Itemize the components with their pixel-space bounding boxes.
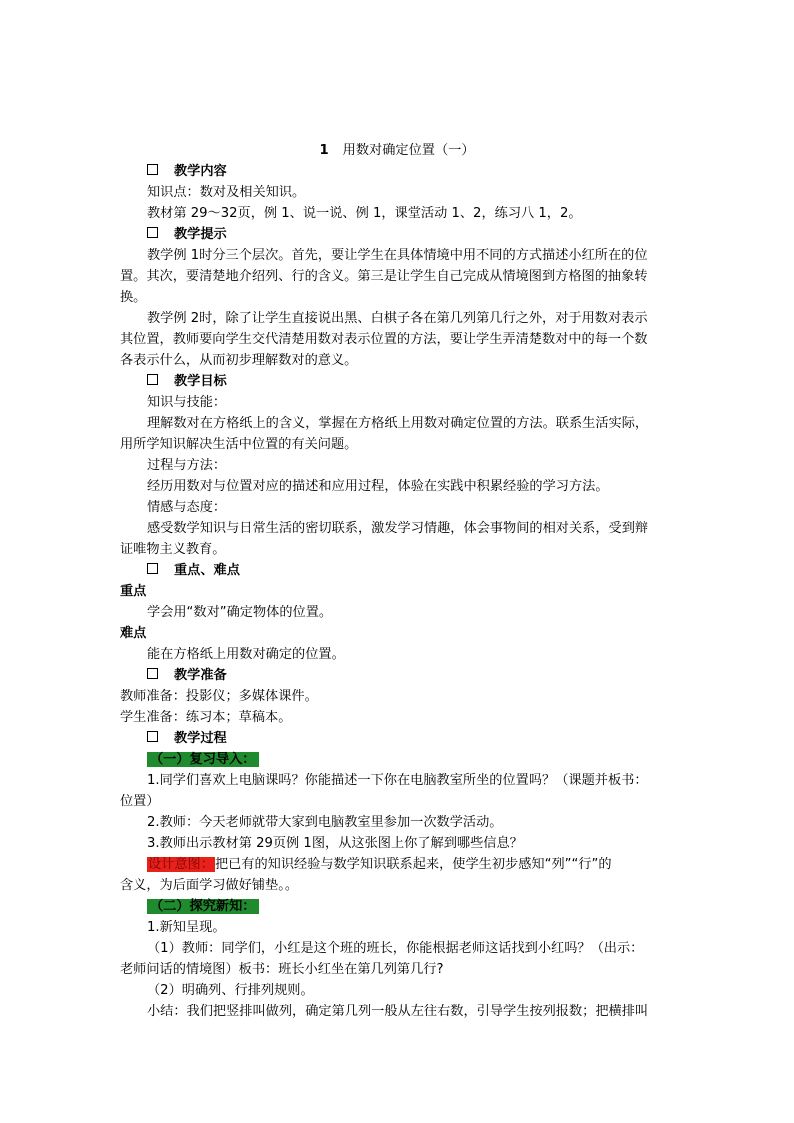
design-intent-line1: 设计意图：把已有的知识经验与数学知识联系起来，使学生初步感知“列”“行”的: [148, 857, 612, 872]
review-q1-line2: 位置）: [120, 794, 160, 809]
checkbox-square-icon: [147, 563, 158, 574]
section-heading-tips: 教学提示: [147, 224, 680, 245]
review-q1-line1: 1.同学们喜欢上电脑课吗？你能描述一下你在电脑教室所坐的位置吗？（课题并板书：: [147, 773, 648, 788]
step-review-highlight: （一）复习导入：: [147, 752, 259, 767]
goal-knowledge-line1: 理解数对在方格纸上的含义，掌握在方格纸上用数对确定位置的方法。联系生活实际，: [147, 416, 649, 431]
tips-p2-line2: 其位置，教师要向学生交代清楚用数对表示位置的方法，要让学生弄清楚数对中的每一个数: [120, 332, 648, 347]
student-preparation: 学生准备：练习本；草稿本。: [120, 710, 292, 725]
design-intent-line2: 含义，为后面学习做好铺垫。。: [120, 878, 299, 893]
tips-p1-line1: 教学例 1时分三个层次。首先，要让学生在具体情境中用不同的方式描述小红所在的位: [147, 248, 648, 263]
section-heading-preparation: 教学准备: [147, 665, 680, 686]
step-explore-highlight: （二）探究新知：: [147, 899, 259, 914]
checkbox-square-icon: [147, 374, 158, 385]
knowledge-point: 知识点：数对及相关知识。: [147, 185, 306, 200]
checkbox-square-icon: [147, 227, 158, 238]
tips-p1-line3: 换。: [120, 290, 147, 305]
page-title: [0, 141, 794, 161]
title-number: 1: [319, 143, 329, 158]
checkbox-square-icon: [147, 164, 158, 175]
goal-emotion-line1: 感受数学知识与日常生活的密切联系，激发学习情趣，体会事物间的相对关系，受到辩: [147, 521, 649, 536]
new-knowledge-item1-line1: （1）教师：同学们，小红是这个班的班长，你能根据老师这话找到小红吗？（出示：: [147, 941, 644, 956]
section-heading-keypoints: 重点、难点: [147, 560, 680, 581]
tips-p2-line1: 教学例 2时，除了让学生直接说出黑、白棋子各在第几列第几行之外，对于用数对表示: [147, 311, 648, 326]
design-intent-label: 设计意图：: [148, 857, 214, 872]
checkbox-square-icon: [147, 668, 158, 679]
summary-line: 小结：我们把竖排叫做列，确定第几列一般从左往右数，引导学生按列报数；把横排叫: [147, 1004, 649, 1019]
title-text: 用数对确定位置（一）: [342, 143, 475, 158]
section-heading-process: 教学过程: [147, 728, 680, 749]
section-heading-content: 教学内容: [147, 161, 680, 182]
goal-emotion-label: 情感与态度：: [147, 500, 227, 515]
review-q2: 2.教师：今天老师就带大家到电脑教室里参加一次数学活动。: [147, 815, 503, 830]
new-knowledge-intro: 1.新知呈现。: [147, 920, 226, 935]
goal-method-line1: 经历用数对与位置对应的描述和应用过程，体验在实践中积累经验的学习方法。: [147, 479, 609, 494]
key-point-label: 重点: [120, 584, 147, 599]
review-q3: 3.教师出示教材第 29页例 1图，从这张图上你了解到哪些信息？: [147, 836, 523, 851]
step-explore-heading: [147, 896, 680, 917]
goal-method-label: 过程与方法：: [147, 458, 227, 473]
checkbox-square-icon: [147, 731, 158, 742]
key-point-text: 学会用“数对”确定物体的位置。: [147, 605, 333, 620]
difficulty-text: 能在方格纸上用数对确定的位置。: [147, 647, 345, 662]
difficulty-label: 难点: [120, 626, 147, 641]
tips-p1-line2: 置。其次，要清楚地介绍列、行的含义。第三是让学生自己完成从情境图到方格图的抽象转: [120, 269, 648, 284]
new-knowledge-item2: （2）明确列、行排列规则。: [147, 983, 314, 998]
teacher-preparation: 教师准备：投影仪；多媒体课件。: [120, 689, 318, 704]
step-review-heading: [147, 749, 680, 770]
goal-emotion-line2: 证唯物主义教育。: [120, 542, 226, 557]
textbook-pages: 教材第 29～32页，例 1、说一说、例 1，课堂活动 1、2，练习八 1，2。: [147, 206, 582, 221]
goal-knowledge-label: 知识与技能：: [147, 395, 227, 410]
new-knowledge-item1-line2: 老师问话的情境图）板书：班长小红坐在第几列第几行?: [120, 962, 444, 977]
goal-knowledge-line2: 用所学知识解决生活中位置的有关问题。: [120, 437, 358, 452]
tips-p2-line3: 各表示什么，从而初步理解数对的意义。: [120, 353, 358, 368]
section-heading-goals: 教学目标: [147, 371, 680, 392]
